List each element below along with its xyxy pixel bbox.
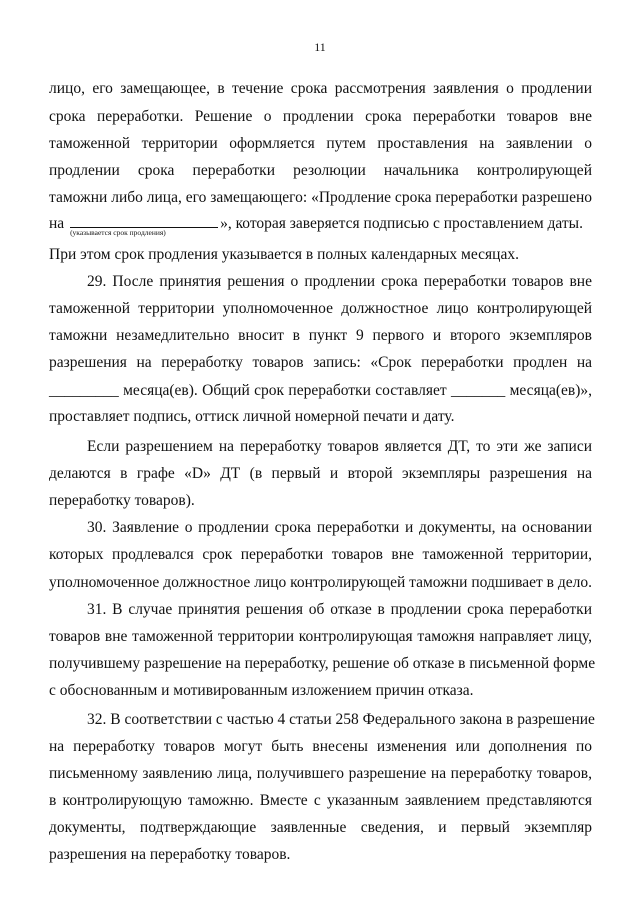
text-line: таможни незамедлительно вносит в пункт 9 первого и второго экземпляров — [49, 327, 592, 344]
text-line: При этом срок продления указывается в полных календарных месяцах. — [49, 246, 519, 263]
text-fragment: месяца(ев)», — [509, 382, 593, 399]
text-line: проставляет подпись, оттиск личной номерной печати и дату. — [49, 408, 455, 425]
text-line: лицо, его замещающее, в течение срока рассмотрения заявления о продлении — [49, 80, 592, 97]
text-line: товаров вне таможенной территории контролирующая таможня направляет лицу, — [49, 628, 592, 645]
blank-underline: _______ — [450, 382, 506, 399]
paragraph-30-first-line: 30. Заявление о продлении срока переработки и документы, на основании — [87, 519, 592, 536]
page-number: 11 — [314, 40, 326, 54]
field-caption: (указывается срок продления) — [70, 228, 166, 237]
text-line: разрешения на переработку товаров. — [49, 846, 291, 863]
extension-period-field — [70, 213, 218, 237]
text-line: делаются в графе «D» ДТ (в первый и второй экземпляры разрешения на — [49, 465, 592, 482]
text-line: которых продлевался срок переработки товаров вне таможенной территории, — [49, 546, 592, 563]
text-line: разрешения на переработку товаров запись: «Срок переработки продлен на — [49, 354, 592, 371]
text-fragment: », которая заверяется подписью с проставлением даты. — [220, 215, 583, 232]
text-line — [49, 381, 592, 401]
paragraph-32-first-line: 32. В соответствии с частью 4 статьи 258 Федерального закона в разрешение — [87, 711, 595, 728]
paragraph-29b-first-line: Если разрешением на переработку товаров является ДТ, то эти же записи — [87, 438, 592, 455]
text-line: получившему разрешение на переработку, решение об отказе в письменной форме — [49, 655, 596, 672]
text-line: на переработку товаров могут быть внесены изменения или дополнения по — [49, 738, 592, 755]
text-line: таможенной территории оформляется путем проставления на заявлении о — [49, 135, 592, 152]
text-line: письменному заявлению лица, получившего разрешение на переработку товаров, — [49, 765, 592, 782]
paragraph-29-first-line: 29. После принятия решения о продлении срока переработки товаров вне — [87, 273, 592, 290]
text-line: продлении срока переработки резолюции начальника контролирующей — [49, 162, 592, 179]
text-line: срока переработки. Решение о продлении срока переработки товаров вне — [49, 108, 592, 125]
text-line: таможни либо лица, его замещающего: «Продление срока переработки разрешено — [49, 189, 592, 206]
text-line: переработку товаров). — [49, 492, 195, 509]
text-line: документы, подтверждающие заявленные сведения, и первый экземпляр — [49, 819, 592, 836]
text-fragment: на — [49, 215, 65, 232]
text-line: уполномоченное должностное лицо контролирующей таможни подшивает в дело. — [49, 574, 592, 591]
blank-underline: _________ — [49, 382, 119, 399]
text-line: с обоснованным и мотивированным изложением причин отказа. — [49, 682, 474, 699]
text-line: таможенной территории уполномоченное должностное лицо контролирующей — [49, 300, 592, 317]
text-line: в контролирующую таможню. Вместе с указанным заявлением представляются — [49, 792, 592, 809]
text-line-with-field — [49, 213, 583, 237]
paragraph-31-first-line: 31. В случае принятия решения об отказе в продлении срока переработки — [87, 601, 592, 618]
text-fragment: месяца(ев). Общий срок переработки составляет — [123, 382, 447, 399]
